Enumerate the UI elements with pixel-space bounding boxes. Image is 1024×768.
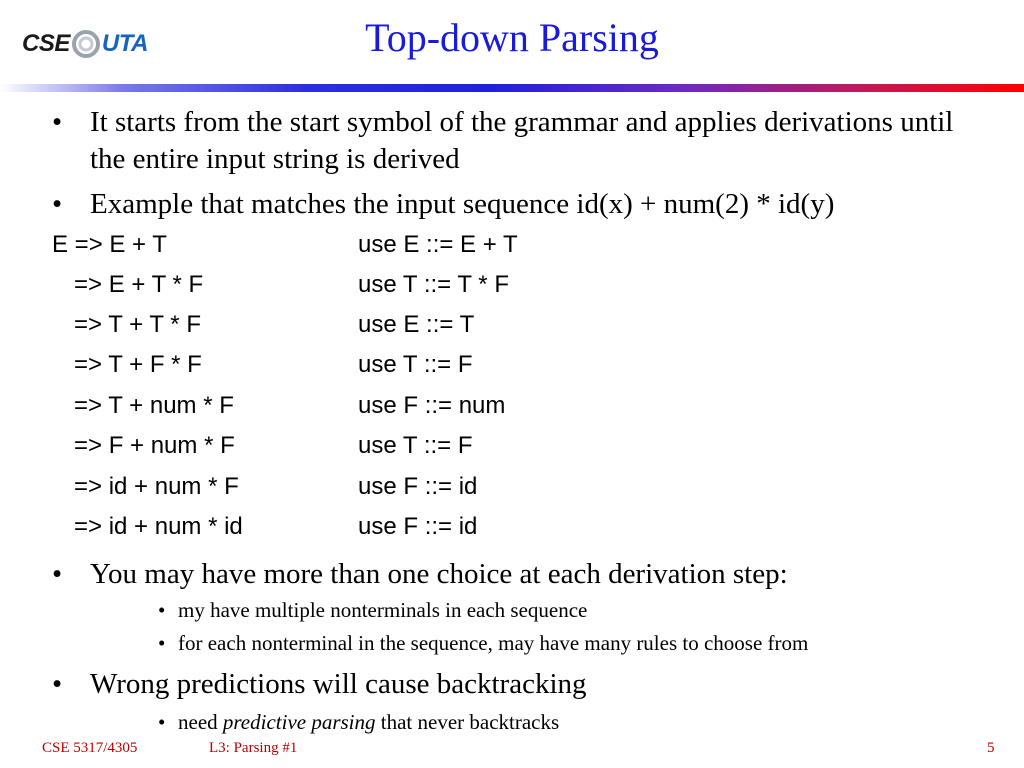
derivation-form: => id + num * F bbox=[74, 473, 239, 500]
sub-bullet-text: for each nonterminal in the sequence, may have many rules to choose from bbox=[178, 631, 809, 655]
bullet-example bbox=[52, 186, 992, 223]
derivation-rule: use T ::= F bbox=[358, 432, 473, 459]
footer-lecture: L3: Parsing #1 bbox=[209, 740, 298, 756]
bullet-multiple-choices bbox=[52, 556, 992, 593]
sub-bullet-many-rules bbox=[158, 630, 1008, 657]
derivation-rule: use E ::= T bbox=[358, 311, 475, 338]
derivation-rule: use F ::= num bbox=[358, 392, 506, 419]
sub-bullet-dot: • bbox=[158, 710, 166, 734]
derivation-rule: use T ::= F bbox=[358, 351, 473, 378]
bullet-dot: • bbox=[52, 668, 63, 700]
bullet-top-down-definition bbox=[52, 104, 992, 178]
derivation-form: => id + num * id bbox=[74, 513, 243, 540]
footer-course: CSE 5317/4305 bbox=[42, 740, 138, 756]
sub-bullet-predictive-parsing bbox=[158, 709, 1008, 736]
bullet-text: Example that matches the input sequence id(x) + num(2) * id(y) bbox=[90, 188, 835, 220]
derivation-rule: use E ::= E + T bbox=[358, 231, 518, 258]
bullet-backtracking bbox=[52, 666, 992, 703]
bullet-text: Wrong predictions will cause backtracking bbox=[90, 668, 587, 700]
derivation-form: E => E + T bbox=[52, 231, 167, 258]
sub-bullet-dot: • bbox=[158, 631, 166, 655]
derivation-rule: use T ::= T * F bbox=[358, 271, 509, 298]
sub-bullet-multiple-nonterminals bbox=[158, 597, 1008, 624]
sub-bullet-text-pre: need bbox=[178, 710, 223, 734]
derivation-form: => T + F * F bbox=[74, 351, 202, 378]
sub-bullet-dot: • bbox=[158, 598, 166, 622]
bullet-dot: • bbox=[52, 106, 63, 138]
derivation-rule: use F ::= id bbox=[358, 473, 478, 500]
logo-text-cse: CSE bbox=[22, 30, 70, 57]
bullet-dot: • bbox=[52, 558, 63, 590]
derivation-form: => F + num * F bbox=[74, 432, 235, 459]
sub-bullet-text: my have multiple nonterminals in each sequence bbox=[178, 598, 588, 622]
bullet-dot: • bbox=[52, 188, 63, 220]
bullet-text: It starts from the start symbol of the grammar and applies derivations until the entire input string is derived bbox=[90, 106, 954, 175]
slide-title: Top-down Parsing bbox=[365, 15, 659, 60]
emphasis-predictive-parsing: predictive parsing bbox=[222, 710, 376, 734]
sub-bullet-text-post: that never backtracks bbox=[375, 710, 560, 734]
logo-text-uta: UTA bbox=[101, 30, 148, 57]
derivation-form: => E + T * F bbox=[74, 271, 204, 298]
derivation-rule: use F ::= id bbox=[358, 513, 478, 540]
title-divider bbox=[0, 84, 1024, 92]
derivation-form: => T + num * F bbox=[74, 392, 234, 419]
sub-bullet-text bbox=[158, 709, 1008, 736]
derivation-form: => T + T * F bbox=[74, 311, 201, 338]
bullet-text: You may have more than one choice at each derivation step: bbox=[90, 558, 788, 590]
footer-page-number: 5 bbox=[987, 740, 995, 756]
